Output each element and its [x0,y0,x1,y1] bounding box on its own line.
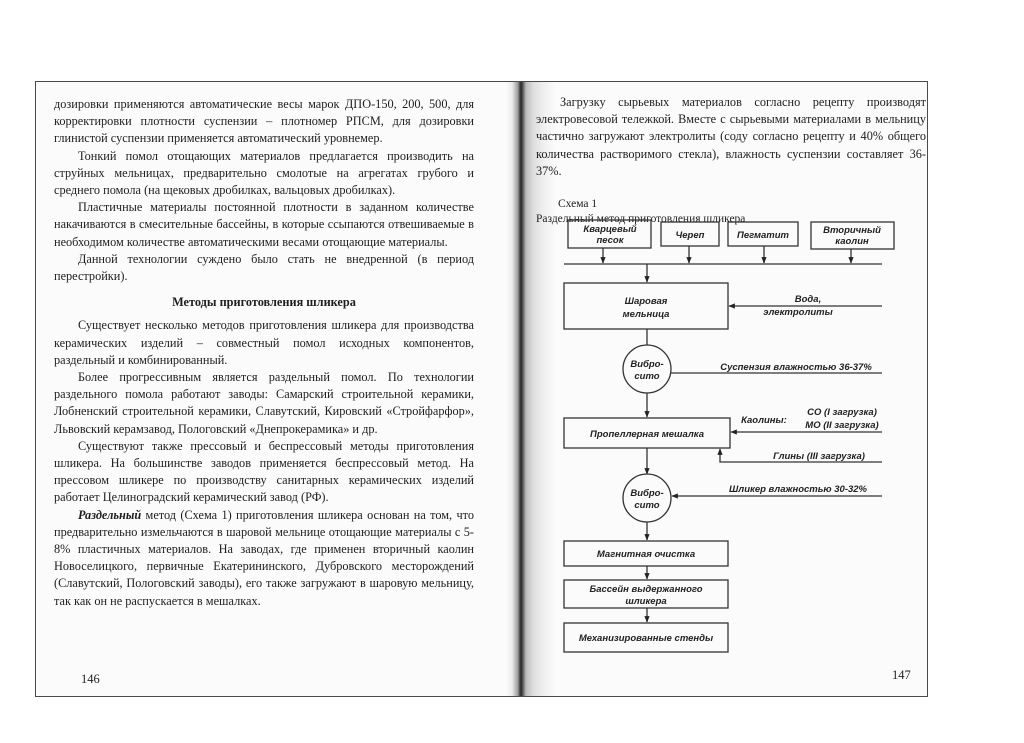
section-heading: Методы приготовления шликера [172,295,356,310]
kaolins-label: Каолины: [741,415,787,426]
input-label: Череп [675,230,705,241]
paragraph: Тонкий помол отощающих материалов предлагается производить на струйных мельницах, предварительно смолотые на агрегатах грубого и среднего помола (на щековых дробилках, вальцовых дробилках). [54,148,474,198]
paragraph: Данной технологии суждено было стать не внедренной (в период перестройки). [54,251,474,284]
input-label: Пегматит [737,230,789,241]
page-number-right: 147 [892,668,911,682]
slip-input-label: Шликер влажностью 30-32% [729,484,867,495]
paragraph: Пластичные материалы постоянной плотности в заданном количестве накачиваются в смесительные бассейны, в которые ссыпаются отвешиваемые в необходимом количестве автоматическими весами отощающие материалы. [54,200,474,249]
mixer-label: Пропеллерная мешалка [590,429,704,440]
book-spread [35,81,928,697]
sieve-label: Вибро- [630,488,664,499]
ball-mill-label: мельница [622,309,670,320]
input-label: каолин [835,236,869,247]
schema-title: Раздельный метод приготовления шликера [536,213,746,226]
sieve-label: сито [634,371,660,382]
input-label: Вторичный [823,225,881,236]
paragraph: Существует несколько методов приготовления шликера для производства керамических изделий – совместный помол исходных компонентов, раздельный и комбинированный. [54,318,474,367]
paragraph: Более прогрессивным является раздельный помол. По технологии раздельного помола работают заводы: Самарский строительной керамики, Лобненский строительной керамики, Славутский, Кировский «Стройфарфор», Львовский керамзавод, Пологовский «Днепрокерамика» и др. [54,370,474,436]
emphasis-term: Раздельный [78,507,142,522]
schema-label: Схема 1 [558,198,598,211]
paragraph: Загрузку сырьевых материалов согласно рецепту производят электровесовой тележкой. Вместе с сырьевыми материалами в мельницу частично загружают электролиты (соду согласно рецепту и 40% общего количества растворимого стекла), влажность суспензии составляет 36-37%. [536,95,926,178]
paragraph-text: метод (Схема 1) приготовления шликера основан на том, что предварительно измельчаются в шаровой мельнице отощающие материалы с 5-8% пластичных материалов. На заводах, где применен вторичный каолин Новоселицкого, первичные Екатерининского, Дубровского месторождений (Славутский, Пологовский заводы), его также загружают в шаровую мельницу, так как он не распускается в мешалках. [54,507,474,608]
magnetic-label: Магнитная очистка [596,549,696,560]
input-label: песок [596,235,624,246]
kaolin-co-label: СО (I загрузка) [807,407,877,418]
pool-label: шликера [625,596,667,607]
page-number-left: 146 [81,672,100,686]
clays-input-label: Глины (III загрузка) [773,451,865,462]
input-label: Кварцевый [583,224,637,235]
water-input-label: Вода, [794,294,822,305]
sieve-label: сито [634,500,660,511]
stands-label: Механизированные стенды [578,633,714,644]
paragraph: дозировки применяются автоматические весы марок ДПО-150, 200, 500, для корректировки плотности суспензии – плотномер РПСМ, для дозировки глинистой суспензии применяется автоматический уровнемер. [54,97,474,146]
water-input-label: электролиты [763,307,833,318]
suspension-output-label: Суспензия влажностью 36-37% [720,362,872,373]
paragraph: Существуют также прессовый и беспрессовый методы приготовления шликера. На большинстве заводов применяется беспрессовый метод. На прессовом шликере по производству санитарных керамических изделий работает Целиноградский керамический завод (РФ). [54,438,474,505]
flow-diagram [36,82,928,697]
ball-mill-label: Шаровая [624,296,668,307]
sieve-label: Вибро- [630,359,664,370]
pool-label: Бассейн выдержанного [589,584,703,595]
kaolin-mo-label: МО (II загрузка) [805,420,879,431]
